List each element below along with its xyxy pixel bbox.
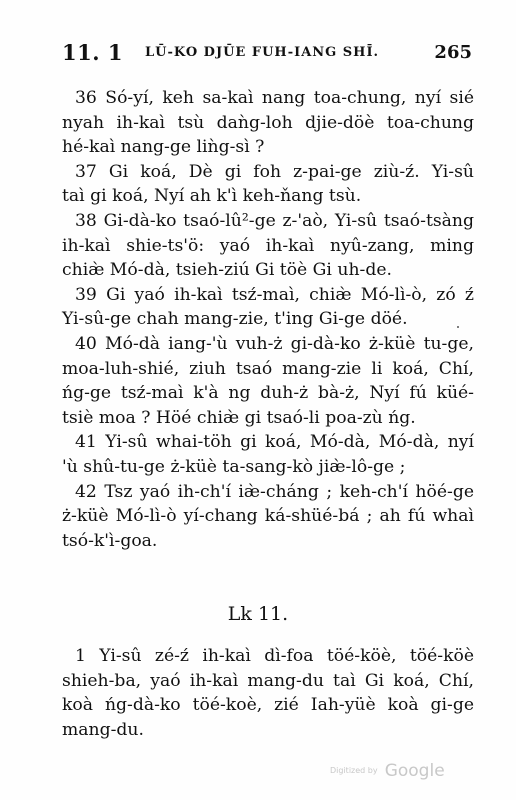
- verse-paragraph: [62, 480, 474, 554]
- text-line: taì gi koá, Nyí ah k'ì keh-ňang tsù.: [62, 186, 362, 207]
- text-line: 41 Yi-sû whai-töh gi koá, Mó-dà, Mó-dà, nyí: [75, 432, 474, 453]
- verse-paragraph: [62, 160, 474, 209]
- text-line: ih-kaì shie-ts'ö: yaó ih-kaì nyû-zang, ming: [62, 235, 474, 256]
- watermark-google-logo: Google: [384, 760, 445, 781]
- running-header: [62, 40, 472, 66]
- text-line: 1 Yi-sû zé-ź ih-kaì dì-foa töé-köè, töé-köè: [75, 646, 474, 666]
- text-line: Yi-sû-ge chah mang-zie, t'ing Gi-ge döé.: [62, 309, 408, 330]
- text-line: koà ńg-dà-ko töé-koè, zié Iah-yüè koà gi-ge: [62, 695, 474, 716]
- verse-block-top: [62, 86, 474, 553]
- verse-paragraph: [62, 86, 474, 160]
- text-line: nyah ih-kaì tsù daǹg-loh djie-döè toa-chung: [62, 112, 474, 133]
- google-watermark: [330, 760, 445, 781]
- text-line: 40 Mó-dà iang-'ù vuh-ż gi-dà-ko ż-küè tu-ge,: [75, 333, 474, 354]
- text-line: moa-luh-shié, ziuh tsaó mang-zie li koá, Chí,: [62, 358, 474, 379]
- text-line: ż-küè Mó-lì-ò yí-chang ká-shüé-bá ; ah fú whaì: [62, 506, 474, 527]
- chapter-heading: Lk 11.: [227, 603, 289, 625]
- text-line: hé-kaì nang-ge liǹg-sì ?: [62, 137, 265, 158]
- print-speck: [457, 326, 459, 328]
- text-line: mang-du.: [62, 719, 144, 740]
- page-number: 265: [434, 42, 472, 63]
- text-line: 42 Tsz yaó ih-ch'í iæ̀-cháng ; keh-ch'í höé-ge: [75, 481, 474, 502]
- text-line: chiæ̀ Mó-dà, tsieh-ziú Gi töè Gi uh-de.: [62, 260, 392, 281]
- text-line: 37 Gi koá, Dè gi foh z-pai-ge ziù-ź. Yi-sû: [75, 161, 474, 182]
- text-line: tsiè moa ? Höé chiæ̀ gi tsaó-li poa-zù ńg.: [62, 407, 416, 428]
- verse-paragraph: [62, 644, 474, 742]
- verse-block-bottom: [62, 644, 474, 742]
- text-line: 38 Gi-dà-ko tsaó-lû²-ge z-'aò, Yi-sû tsaó-tsàng: [75, 210, 474, 231]
- watermark-digitized-text: Digitized by: [330, 766, 378, 775]
- book-title: LŪ-KO DJŪE FUH-IANG SHĪ.: [145, 45, 380, 60]
- chapter-verse-ref: 11. 1: [62, 40, 123, 65]
- verse-paragraph: [62, 332, 474, 430]
- text-line: ńg-ge tsź-maì k'à ng duh-ż bà-ż, Nyí fú küé-: [62, 383, 474, 404]
- text-line: 'ù shû-tu-ge ż-küè ta-sang-kò jiæ̀-lô-ge ;: [62, 456, 406, 477]
- text-line: tsó-k'ì-goa.: [62, 530, 158, 551]
- text-line: 36 Só-yí, keh sa-kaì nang toa-chung, nyí sié: [75, 88, 474, 108]
- verse-paragraph: [62, 430, 474, 479]
- verse-paragraph: [62, 283, 474, 332]
- text-line: 39 Gi yaó ih-kaì tsź-maì, chiæ̀ Mó-lì-ò, zó ź: [75, 284, 474, 305]
- verse-paragraph: [62, 209, 474, 283]
- text-line: shieh-ba, yaó ih-kaì mang-du taì Gi koá, Chí,: [62, 670, 474, 691]
